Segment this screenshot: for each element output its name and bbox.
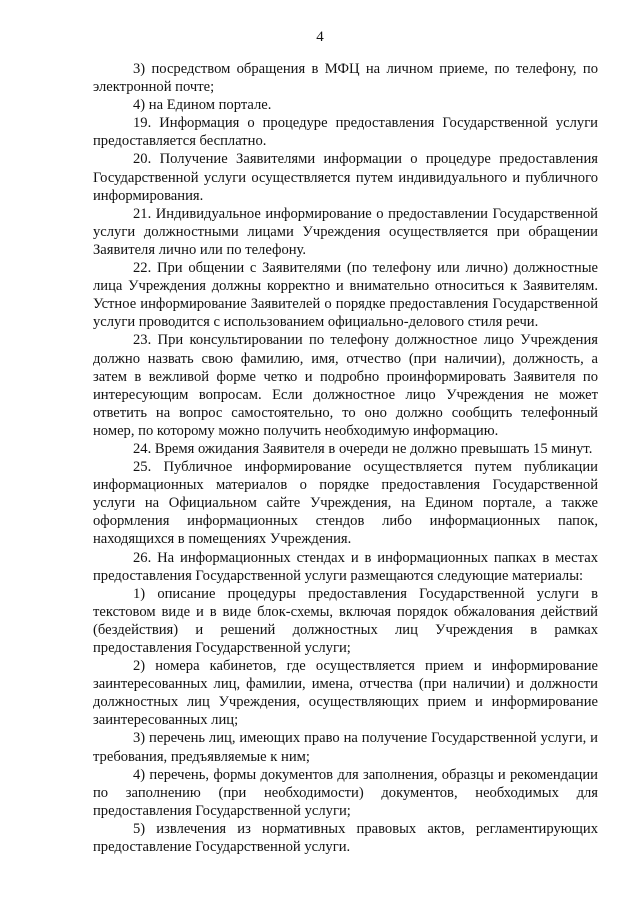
paragraph-item-4-portal: 4) на Едином портале. xyxy=(133,97,272,114)
paragraph-24: 24. Время ожидания Заявителя в очереди не должно превышать 15 минут. xyxy=(133,440,593,457)
paragraph-21: 21. Индивидуальное информирование о предоставлении Государственной услуги должностными лицами Учреждения осуществляется при обращении Заявителя лично или по телефону. xyxy=(93,205,598,258)
paragraph-26-item-4: 4) перечень, формы документов для заполнения, образцы и рекомендации по заполнению (при необходимости) документов, необходимых для предоставления Государственной услуги; xyxy=(93,766,598,819)
paragraph-19: 19. Информация о процедуре предоставления Государственной услуги предоставляется бесплатно. xyxy=(93,115,598,150)
paragraph-item-3-channels: 3) посредством обращения в МФЦ на личном приеме, по телефону, по электронной почте; xyxy=(93,61,598,96)
paragraph-25: 25. Публичное информирование осуществляется путем публикации информационных материалов о порядке предоставления Государственной услуги на Официальном сайте Учреждения, на Едином портале, а также оформления информационных стендов либо информационных папок, находящихся в помещениях Учреждения. xyxy=(93,459,598,548)
paragraph-26-item-3: 3) перечень лиц, имеющих право на получение Государственной услуги, и требования, предъявляемые к ним; xyxy=(93,730,598,765)
page-number: 4 xyxy=(316,29,324,45)
paragraph-23: 23. При консультировании по телефону должностное лицо Учреждения должно назвать свою фамилию, имя, отчество (при наличии), должность, а затем в вежливой форме четко и подробно проинформировать Заявителя по интересующим вопросам. Если должностное лицо Учреждения не может ответить на вопрос самостоятельно, то оно должно сообщить телефонный номер, по которому можно получить необходимую информацию. xyxy=(93,332,598,439)
paragraph-20: 20. Получение Заявителями информации о процедуре предоставления Государственной услуги осуществляется путем индивидуального и публичного информирования. xyxy=(93,151,598,204)
paragraph-26-item-1: 1) описание процедуры предоставления Государственной услуги в текстовом виде и в виде блок-схемы, включая порядок обжалования действий (бездействия) и решений должностных лиц Учреждения в рамках предоставления Государственной услуги; xyxy=(93,585,598,656)
paragraph-26: 26. На информационных стендах и в информационных папках в местах предоставления Государственной услуги размещаются следующие материалы: xyxy=(93,549,598,584)
paragraph-26-item-5: 5) извлечения из нормативных правовых актов, регламентирующих предоставление Государственной услуги. xyxy=(93,820,598,856)
paragraph-22: 22. При общении с Заявителями (по телефону или лично) должностные лица Учреждения должны корректно и внимательно относиться к Заявителям. Устное информирование Заявителей о порядке предоставления Государственной услуги проводится с использованием официально-делового стиля речи. xyxy=(93,260,598,331)
paragraph-26-item-2: 2) номера кабинетов, где осуществляется прием и информирование заинтересованных лиц, фамилии, имена, отчества (при наличии) и должности должностных лиц Учреждения, осуществляющих прием и информирование заинтересованных лиц; xyxy=(93,658,598,729)
document-body xyxy=(93,60,598,856)
